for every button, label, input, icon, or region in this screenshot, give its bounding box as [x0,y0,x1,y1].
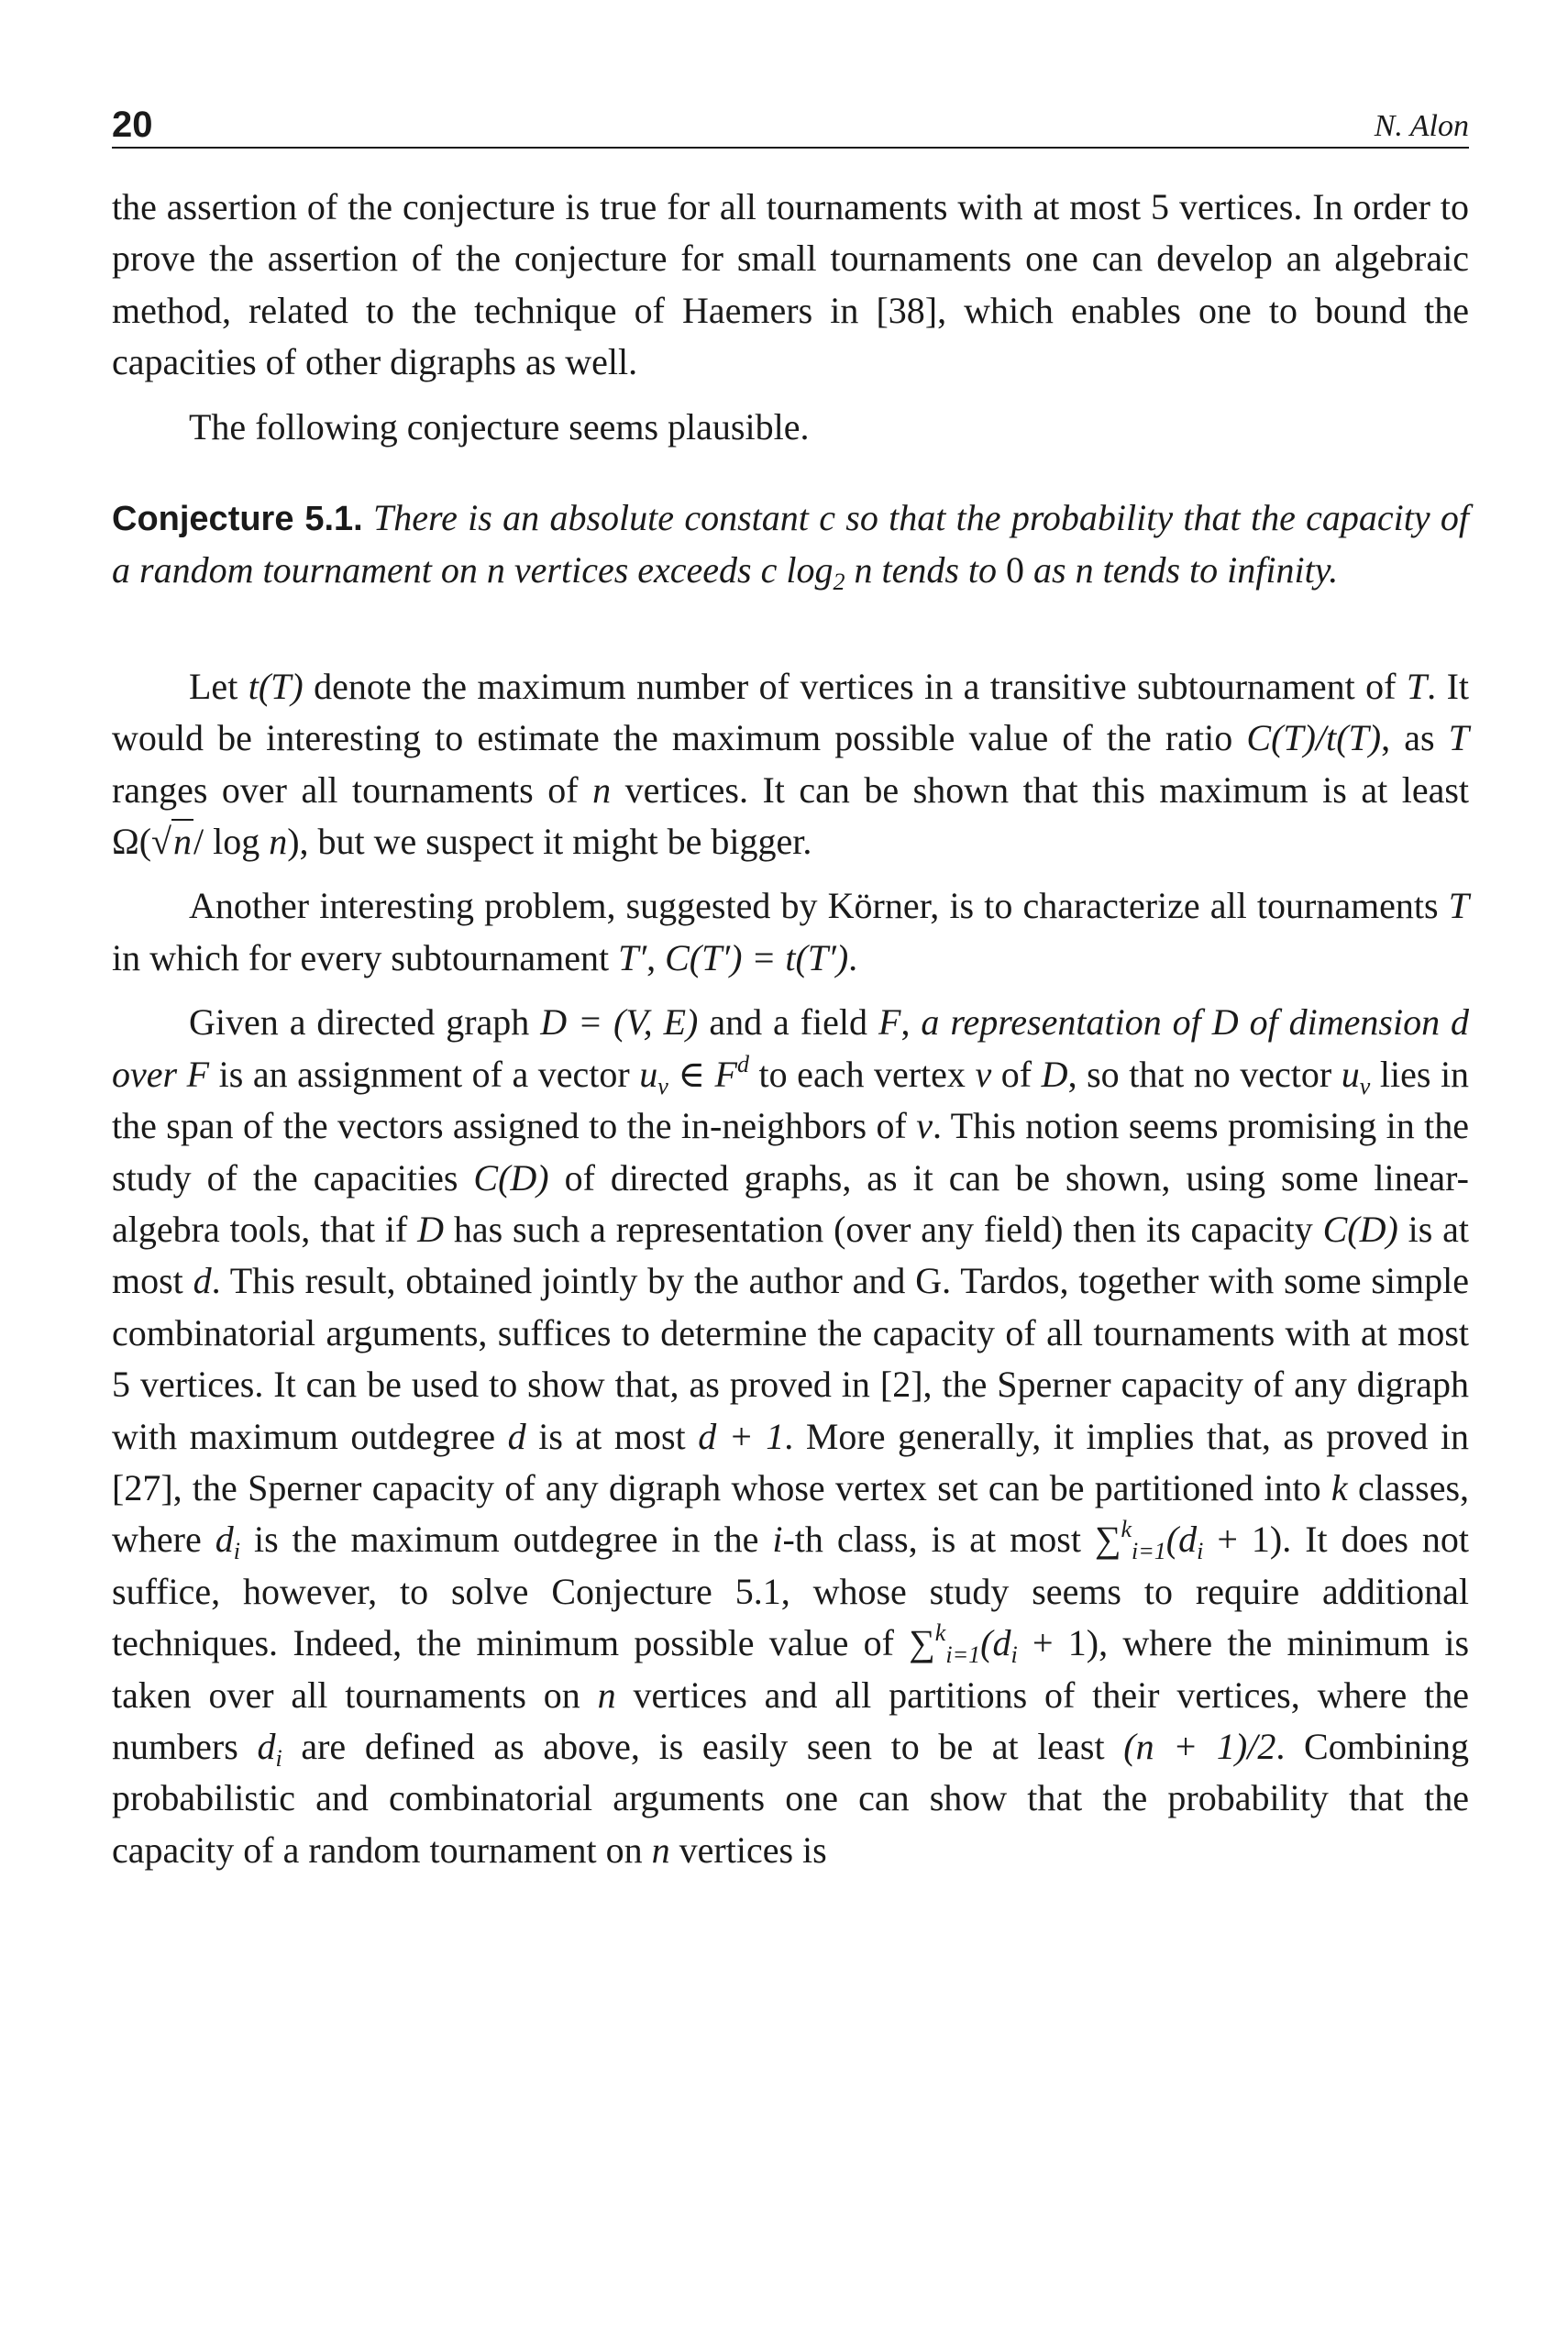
conjecture-label: Conjecture 5.1. [112,500,363,539]
running-head: N. Alon [1374,109,1469,143]
paragraph-2: The following conjecture seems plausible. [189,405,810,447]
paragraph-3: Let t(T) denote the maximum number of vertices in a transitive subtournament of T. It would be interesting to estimate the maximum possible value of the ratio C(T)/t(T), as T ranges over all tournaments of n vertices. It can be shown that this maximum is at least Ω(√n/ log n), but we suspect it might be bigger. [112,665,1470,863]
paragraph-5: Given a directed graph D = (V, E) and a field F, a representation of D of dimension d over F is an assignment of a vector $u_v$ ∈ $F^d$ to each vertex v of D, so that no vector $u_v$ lies in the span of the vectors assigned to the in-neighbors of v. This notion seems promising in the study of the capacities C(D) of directed graphs, as it can be shown, using some linear-algebra tools, that if D has such a representation (over any field) then its capacity C(D) is at most d. This result, obtained jointly by the author and G. Tardos, together with some simple combinatorial arguments, suffices to determine the capacity of all tournaments with at most 5 vertices. It can be used to show that, as proved in [2], the Sperner capacity of any digraph with maximum outdegree d is at most d + 1. More generally, it implies that, as proved in [27], the Sperner capacity of any digraph whose vertex set can be partitioned into k classes, where $d_i$ is the maximum outdegree in the i-th class, is at most $\sum^k_{i=1}(d_i + 1)$. It does not suffice, however, to solve Conjecture 5.1, whose study seems to require additional techniques. Indeed, the minimum possible value of $\sum^k_{i=1}(d_i + 1)$, where the minimum is taken over all tournaments on n vertices and all partitions of their vertices, where the numbers $d_i$ are defined as above, is easily seen to be at least (n + 1)/2. Combining probabilistic and combinatorial arguments one can show that the probability that the capacity of a random tournament on n vertices is [112,1001,1470,1871]
page-number: 20 [112,105,153,145]
paragraph-4: Another interesting problem, suggested by Körner, is to characterize all tournaments T in which for every subtournament T′, C(T′) = t(T′). [112,885,1470,978]
paragraph-1: the assertion of the conjecture is true for all tournaments with at most 5 vertices. In order to prove the assertion of the conjecture for small tournaments one can develop an algebraic method, related to the technique of Haemers in [38], which enables one to bound the capacities of other digraphs as well. [112,186,1469,383]
page-body [112,182,1469,1876]
page-header [112,101,1469,149]
header-rule [112,147,1469,149]
conjecture-5-1 [112,492,1469,597]
conjecture-text: There is an absolute constant c so that the probability that the capacity of a random tournament on n vertices exceeds c $\log_2 n$ tends to 0 as n tends to infinity. [112,497,1470,596]
